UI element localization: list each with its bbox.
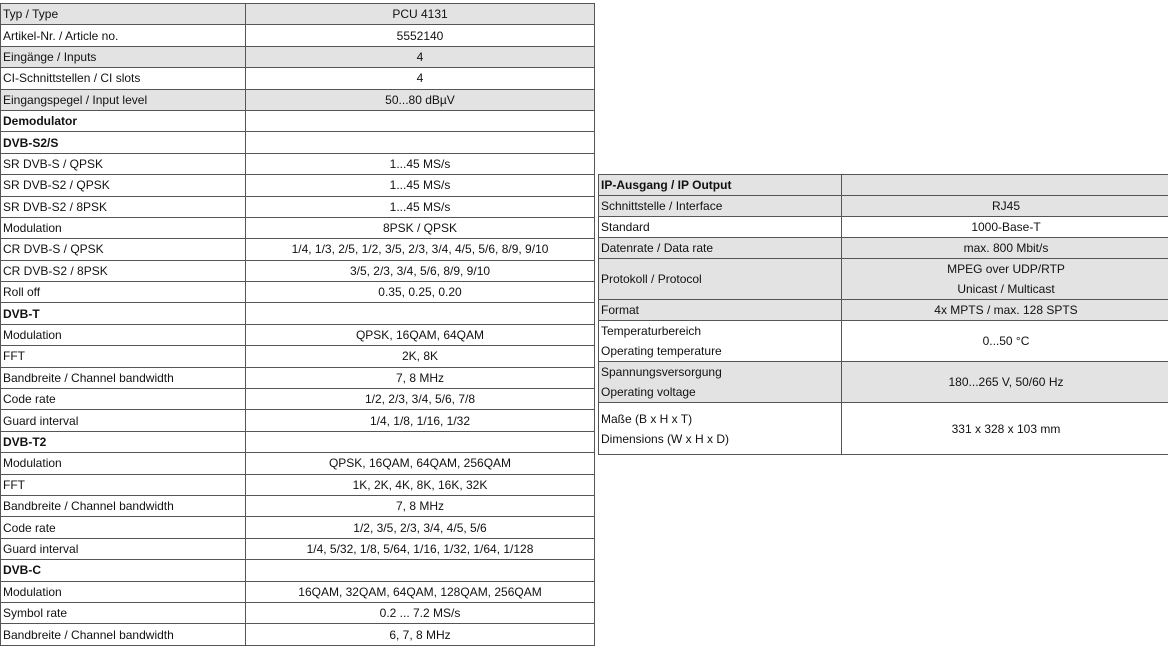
row-label: Modulation [1,581,246,602]
row-label: SR DVB-S / QPSK [1,153,246,174]
row-value: 4 [246,46,595,67]
value-line: max. 800 Mbit/s [963,241,1049,255]
table-row [1,196,595,217]
row-value: 0.2 ... 7.2 MS/s [246,602,595,623]
row-label [599,362,842,403]
table-row [1,389,595,410]
row-label: Modulation [1,453,246,474]
row-label: Bandbreite / Channel bandwidth [1,367,246,388]
row-label: CR DVB-S / QPSK [1,239,246,260]
row-value: 1/2, 3/5, 2/3, 3/4, 4/5, 5/6 [246,517,595,538]
spec-table-left [0,3,595,646]
section-header-row [1,110,595,131]
table-row [599,196,1168,217]
row-label: CI-Schnittstellen / CI slots [1,68,246,89]
table-row [1,538,595,559]
row-label [599,403,842,455]
row-label: DVB-T2 [1,431,246,452]
row-value [246,132,595,153]
row-label: Bandbreite / Channel bandwidth [1,624,246,645]
section-header-row [1,303,595,324]
row-label: Roll off [1,282,246,303]
table-row [1,453,595,474]
row-label: SR DVB-S2 / QPSK [1,175,246,196]
label-line: Protokoll / Protocol [601,272,702,286]
row-value [246,303,595,324]
row-label [599,196,842,217]
row-label: FFT [1,474,246,495]
value-line: 4x MPTS / max. 128 SPTS [934,303,1078,317]
table-row [1,153,595,174]
table-row [1,581,595,602]
table-row [599,300,1168,321]
row-value: 1...45 MS/s [246,196,595,217]
table-row [1,367,595,388]
row-label: DVB-C [1,560,246,581]
table-row [1,260,595,281]
table-row [1,517,595,538]
row-label: DVB-T [1,303,246,324]
section-header-row [1,431,595,452]
row-label [599,238,842,259]
row-value [246,110,595,131]
row-label [599,321,842,362]
table-row [1,474,595,495]
row-label: Artikel-Nr. / Article no. [1,25,246,46]
table-row [1,217,595,238]
row-label: FFT [1,346,246,367]
row-label: Demodulator [1,110,246,131]
table-row [1,25,595,46]
label-line: Format [601,303,640,317]
row-label: Code rate [1,389,246,410]
spec-table-ip-output [598,174,1168,455]
row-value: 1/4, 5/32, 1/8, 5/64, 1/16, 1/32, 1/64, 1/128 [246,538,595,559]
row-label: CR DVB-S2 / 8PSK [1,260,246,281]
row-label: SR DVB-S2 / 8PSK [1,196,246,217]
row-value: 8PSK / QPSK [246,217,595,238]
table-row [1,410,595,431]
row-value: 7, 8 MHz [246,495,595,516]
row-label: DVB-S2/S [1,132,246,153]
value-line: Unicast / Multicast [957,282,1055,296]
value-line: 1000-Base-T [971,220,1041,234]
row-value: 5552140 [246,25,595,46]
row-value: 4 [246,68,595,89]
row-value [246,431,595,452]
row-value [842,403,1168,455]
row-label [599,175,842,196]
row-value: 2K, 8K [246,346,595,367]
table-row [599,238,1168,259]
section-header-row [599,175,1168,196]
value-line: 0...50 °C [982,334,1030,348]
row-label: Modulation [1,217,246,238]
table-row [1,68,595,89]
label-line: Schnittstelle / Interface [601,199,723,213]
row-value: 50...80 dBµV [246,89,595,110]
table-row [1,4,595,25]
table-row [599,321,1168,362]
table-row [1,89,595,110]
row-value: QPSK, 16QAM, 64QAM, 256QAM [246,453,595,474]
row-label: Bandbreite / Channel bandwidth [1,495,246,516]
row-value: 1K, 2K, 4K, 8K, 16K, 32K [246,474,595,495]
row-label: Guard interval [1,538,246,559]
table-row [1,175,595,196]
value-line: RJ45 [991,199,1020,213]
row-label [599,300,842,321]
label-line: Maße (B x H x T) [601,411,693,426]
row-value: 1/2, 2/3, 3/4, 5/6, 7/8 [246,389,595,410]
row-value: 1...45 MS/s [246,175,595,196]
row-label: Code rate [1,517,246,538]
row-label [599,217,842,238]
row-value [842,321,1168,362]
label-line: Spannungsversorgung [601,365,722,379]
value-line: 331 x 328 x 103 mm [951,421,1061,436]
section-header-row [1,560,595,581]
label-line: Standard [601,220,650,234]
row-value: 1...45 MS/s [246,153,595,174]
table-row [1,46,595,67]
row-label: Symbol rate [1,602,246,623]
row-label: Eingangspegel / Input level [1,89,246,110]
table-row [1,324,595,345]
row-label: Modulation [1,324,246,345]
table-row [1,282,595,303]
row-value [842,196,1168,217]
label-line: IP-Ausgang / IP Output [601,178,732,192]
row-label: Eingänge / Inputs [1,46,246,67]
table-row [1,346,595,367]
row-value [842,362,1168,403]
table-row [1,624,595,645]
row-label: Typ / Type [1,4,246,25]
label-line: Operating temperature [601,344,722,358]
row-value: 0.35, 0.25, 0.20 [246,282,595,303]
row-value [842,259,1168,300]
label-line: Dimensions (W x H x D) [601,431,730,446]
section-header-row [1,132,595,153]
row-label: Guard interval [1,410,246,431]
row-value: 1/4, 1/8, 1/16, 1/32 [246,410,595,431]
row-value [842,238,1168,259]
row-value: PCU 4131 [246,4,595,25]
row-value: 6, 7, 8 MHz [246,624,595,645]
table-row [1,602,595,623]
table-row [1,239,595,260]
label-line: Datenrate / Data rate [601,241,714,255]
value-line: MPEG over UDP/RTP [947,262,1065,276]
row-value [842,175,1168,196]
table-row [599,217,1168,238]
row-value [842,217,1168,238]
label-line: Operating voltage [601,385,696,399]
table-row [599,403,1168,455]
table-row [1,495,595,516]
row-label [599,259,842,300]
value-line: 180...265 V, 50/60 Hz [948,375,1064,389]
table-row [599,362,1168,403]
row-value: 7, 8 MHz [246,367,595,388]
row-value: 1/4, 1/3, 2/5, 1/2, 3/5, 2/3, 3/4, 4/5, 5/6, 8/9, 9/10 [246,239,595,260]
row-value [246,560,595,581]
row-value: 16QAM, 32QAM, 64QAM, 128QAM, 256QAM [246,581,595,602]
label-line: Temperaturbereich [601,324,702,338]
row-value: QPSK, 16QAM, 64QAM [246,324,595,345]
row-value: 3/5, 2/3, 3/4, 5/6, 8/9, 9/10 [246,260,595,281]
table-row [599,259,1168,300]
row-value [842,300,1168,321]
